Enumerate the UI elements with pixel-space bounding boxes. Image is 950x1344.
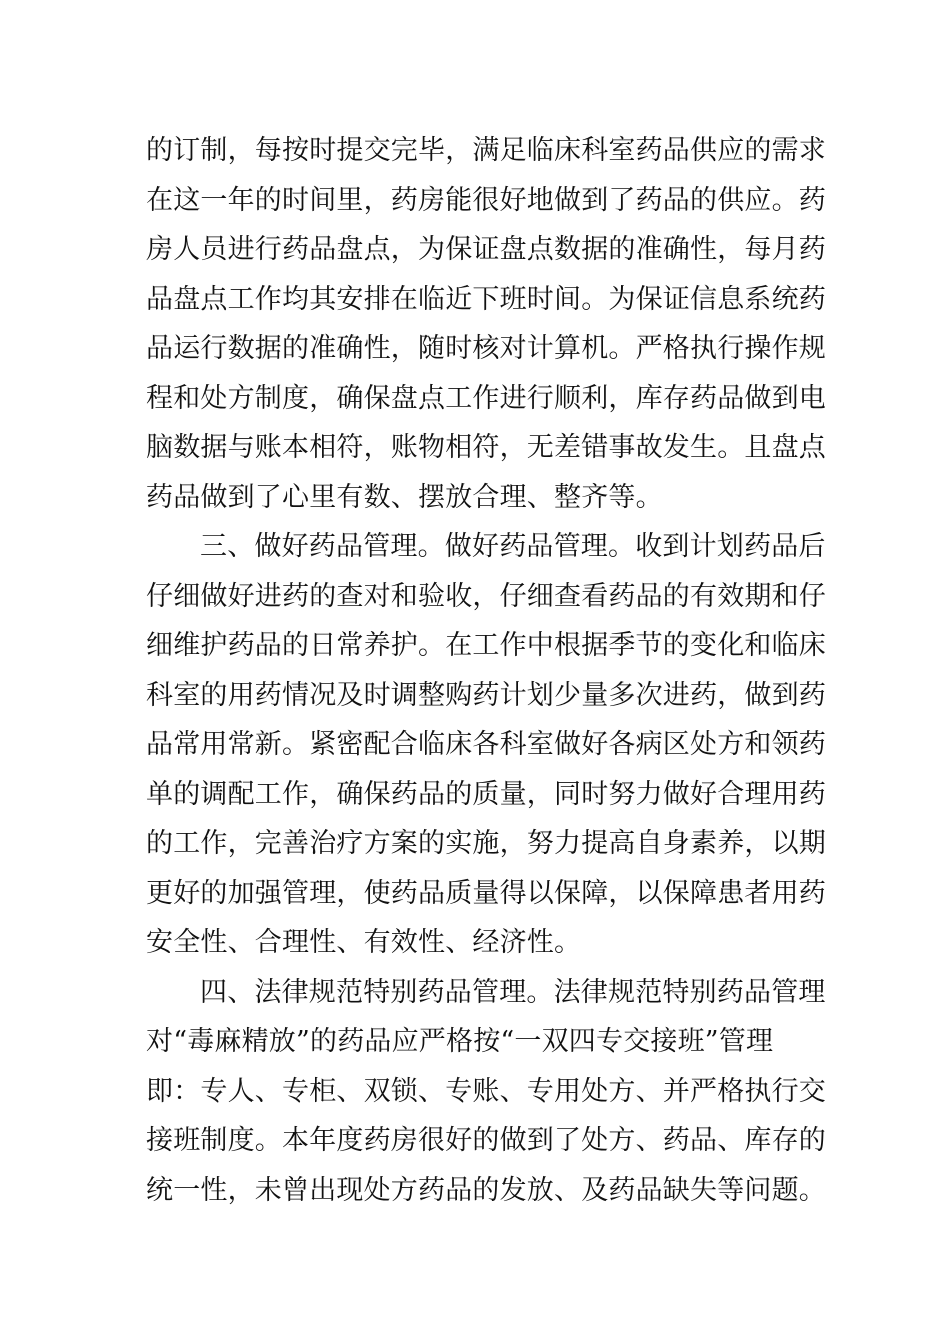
section-heading-line: 四、法律规范特别药品管理。法律规范特别药品管理 (200, 976, 826, 1008)
text-line: 品盘点工作均其安排在临近下班时间。为保证信息系统药 (146, 283, 826, 315)
text-line: 仔细做好进药的查对和验收，仔细查看药品的有效期和仔 (146, 580, 826, 612)
text-line: 的工作，完善治疗方案的实施，努力提高自身素养，以期 (146, 828, 826, 859)
text-line: 单的调配工作，确保药品的质量，同时努力做好合理用药 (146, 778, 826, 810)
text-line: 更好的加强管理，使药品质量得以保障，以保障患者用药 (146, 877, 826, 909)
text-line: 药品做到了心里有数、摆放合理、整齐等。 (146, 481, 663, 513)
body-text (146, 126, 826, 1215)
text-line: 接班制度。本年度药房很好的做到了处方、药品、库存的 (146, 1125, 826, 1156)
text-line: 细维护药品的日常养护。在工作中根据季节的变化和临床 (146, 630, 826, 661)
text-line: 程和处方制度，确保盘点工作进行顺利，库存药品做到电 (146, 382, 826, 414)
text-line: 脑数据与账本相符，账物相符，无差错事故发生。且盘点 (146, 432, 826, 463)
text-line: 的订制，每按时提交完毕，满足临床科室药品供应的需求 (146, 135, 826, 166)
text-line: 对“毒麻精放”的药品应严格按“一双四专交接班”管理 (146, 1026, 774, 1057)
text-line: 品常用常新。紧密配合临床各科室做好各病区处方和领药 (146, 729, 826, 760)
text-line: 房人员进行药品盘点，为保证盘点数据的准确性，每月药 (146, 234, 826, 265)
text-line: 统一性，未曾出现处方药品的发放、及药品缺失等问题。 (146, 1174, 826, 1206)
section-heading-line: 三、做好药品管理。做好药品管理。收到计划药品后 (200, 531, 826, 562)
text-line: 即：专人、专柜、双锁、专账、专用处方、并严格执行交 (146, 1075, 826, 1107)
text-line: 在这一年的时间里，药房能很好地做到了药品的供应。药 (146, 184, 826, 216)
text-line: 科室的用药情况及时调整购药计划少量多次进药，做到药 (146, 679, 826, 711)
text-line: 品运行数据的准确性，随时核对计算机。严格执行操作规 (146, 333, 826, 364)
text-line: 安全性、合理性、有效性、经济性。 (146, 927, 582, 958)
